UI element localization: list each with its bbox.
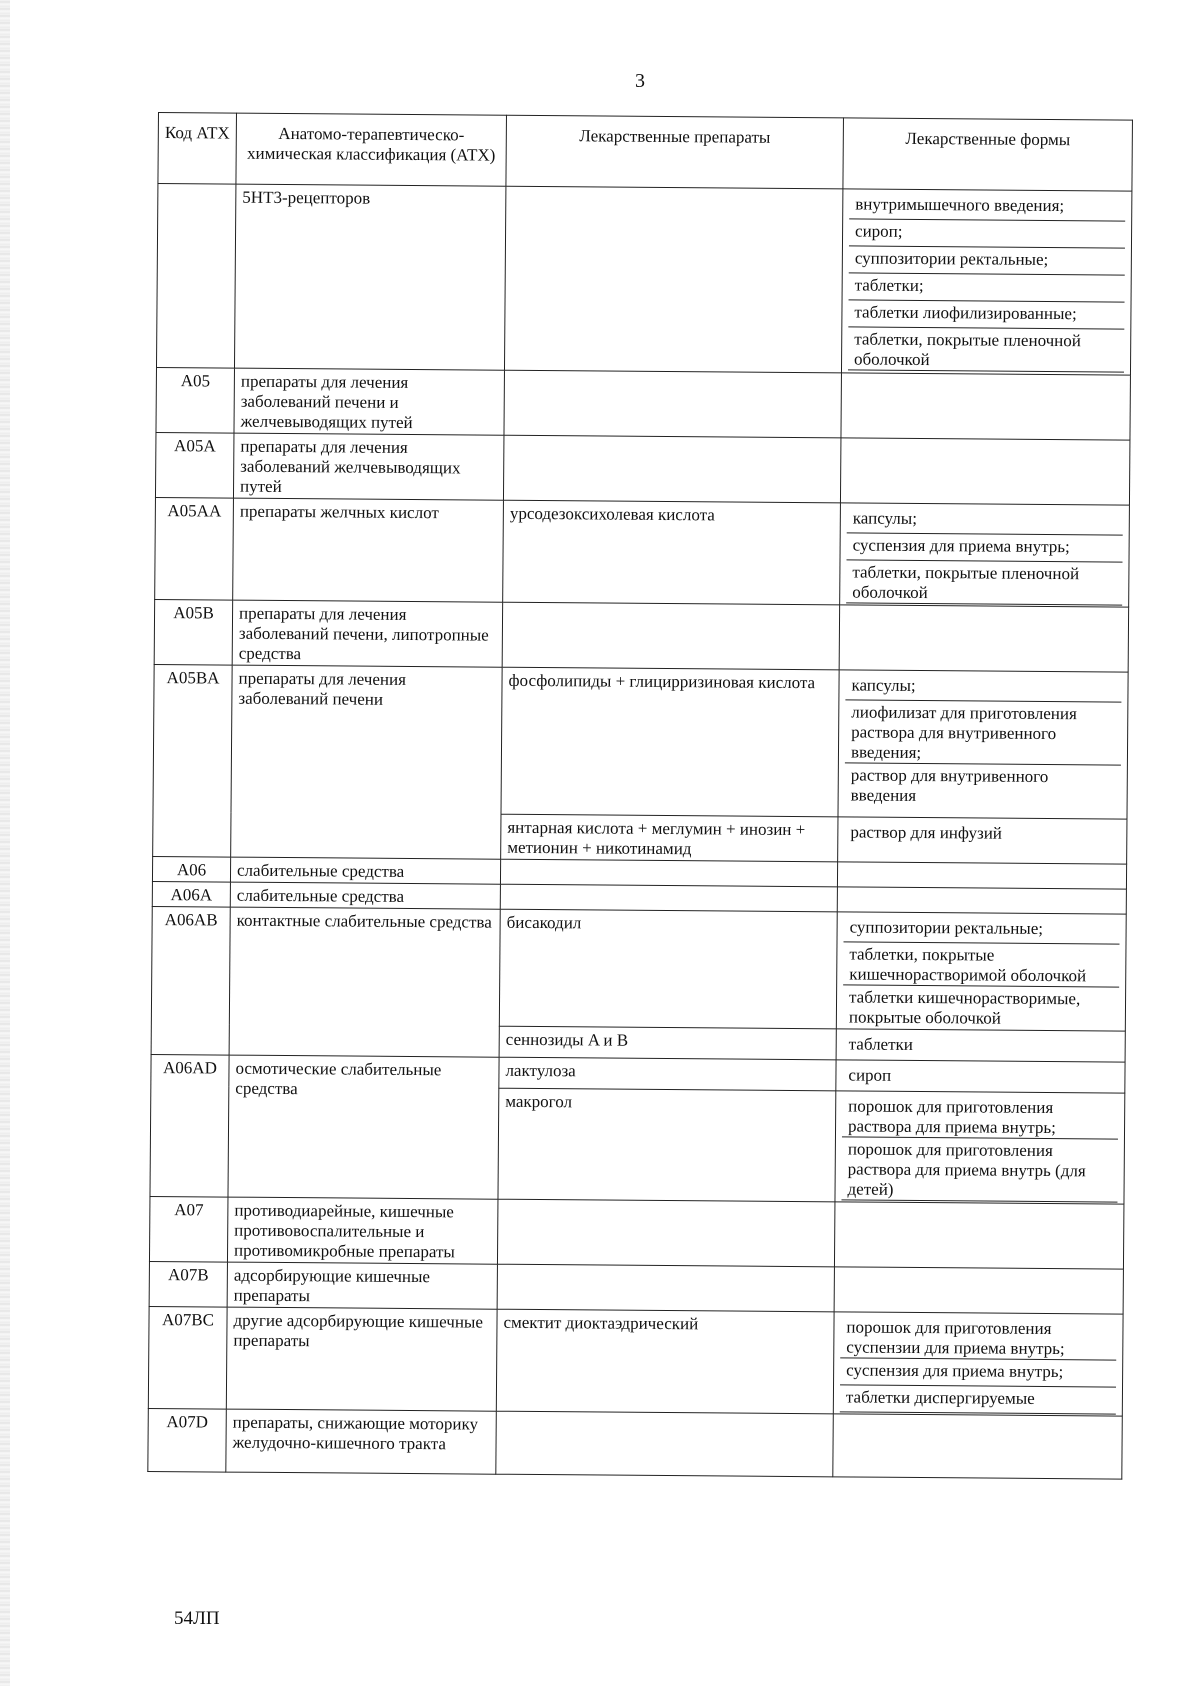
- dosage-forms: [840, 503, 1130, 607]
- atc-classification: препараты для лечения заболеваний желчевыводящих путей: [233, 433, 504, 500]
- atc-classification: препараты для лечения заболеваний печени, липотропные средства: [232, 600, 503, 667]
- atc-classification: адсорбирующие кишечные препараты: [227, 1262, 497, 1309]
- dosage-form: лиофилизат для приготовления раствора для внутривенного введения;: [845, 699, 1121, 764]
- dosage-forms: [833, 1414, 1122, 1479]
- drug-name: [500, 859, 837, 887]
- atc-code: A07B: [149, 1261, 227, 1307]
- atc-code: [156, 184, 235, 369]
- table-row: [156, 367, 1130, 440]
- drug-name: [504, 186, 842, 373]
- dosage-forms: [837, 862, 1126, 889]
- page-number: 3: [635, 70, 645, 92]
- table-row: [151, 1054, 1125, 1093]
- table-row: [149, 1196, 1123, 1269]
- table-header-row: [158, 113, 1133, 192]
- dosage-form: таблетки, покрытые пленочной оболочкой: [846, 559, 1122, 605]
- document-footer-code: 54ЛП: [174, 1608, 220, 1629]
- document-sheet: [147, 112, 1133, 1480]
- dosage-form: внутримышечного введения;: [855, 194, 1065, 216]
- dosage-forms: [836, 1060, 1125, 1093]
- dosage-form: сироп;: [849, 218, 1125, 247]
- atc-code: A05B: [154, 599, 233, 665]
- atc-code: A05BA: [153, 664, 233, 857]
- dosage-form: таблетки;: [849, 272, 1125, 301]
- dosage-form: капсулы;: [851, 675, 916, 695]
- dosage-form: таблетки лиофилизированные;: [848, 299, 1124, 328]
- dosage-forms: [841, 189, 1131, 375]
- drug-name: [497, 1199, 835, 1267]
- table-row: [149, 1261, 1123, 1314]
- table-row: [156, 184, 1131, 376]
- table-row: [153, 664, 1128, 819]
- drug-name: [503, 435, 841, 503]
- dosage-forms: [836, 1029, 1125, 1062]
- atc-code: A05: [156, 367, 235, 433]
- drug-name: лактулоза: [499, 1057, 836, 1091]
- dosage-form: порошок для приготовления суспензии для приема внутрь;: [846, 1317, 1065, 1359]
- atc-code: A07D: [148, 1408, 226, 1472]
- header-drugs: Лекарственные препараты: [506, 115, 844, 189]
- table-row: [155, 497, 1130, 607]
- dosage-forms: [837, 887, 1126, 914]
- atc-code: A07BC: [148, 1306, 227, 1409]
- drug-name: [502, 602, 840, 670]
- dosage-forms: [839, 605, 1129, 672]
- atc-classification: контактные слабительные средства: [229, 907, 500, 1057]
- atc-classification: осмотические слабительные средства: [228, 1055, 499, 1199]
- atc-code: A06: [152, 856, 230, 882]
- atc-classification: противодиарейные, кишечные противовоспалительные и противомикробные препараты: [227, 1197, 498, 1264]
- dosage-forms: [838, 817, 1127, 864]
- atc-classification: препараты для лечения заболеваний печени и желчевыводящих путей: [234, 368, 505, 435]
- dosage-forms: [833, 1312, 1123, 1416]
- drug-name: [504, 370, 842, 438]
- table-row: [151, 906, 1126, 1031]
- dosage-form: раствор для инфузий: [850, 822, 1003, 843]
- dosage-forms: [834, 1202, 1124, 1269]
- dosage-form: суспензия для приема внутрь;: [840, 1357, 1116, 1386]
- dosage-forms: [834, 1267, 1123, 1314]
- drug-name: [496, 1411, 833, 1477]
- drug-name: [497, 1264, 834, 1312]
- atc-code: A06AD: [150, 1054, 229, 1197]
- atc-classification: препараты желчных кислот: [233, 498, 504, 602]
- atc-code: A05AA: [155, 497, 234, 600]
- header-forms: Лекарственные формы: [843, 118, 1133, 191]
- atc-classification: препараты, снижающие моторику желудочно-кишечного тракта: [226, 1409, 496, 1474]
- dosage-forms: [836, 912, 1126, 1031]
- atc-code: A06A: [152, 881, 230, 907]
- dosage-form: сироп: [848, 1065, 892, 1085]
- table-row: [155, 432, 1129, 505]
- atc-classification: препараты для лечения заболеваний печени: [231, 665, 502, 859]
- atc-classification: слабительные средства: [230, 882, 500, 909]
- header-code: Код АТХ: [158, 113, 237, 185]
- atc-classification: другие адсорбирующие кишечные препараты: [226, 1307, 497, 1411]
- dosage-form: раствор для внутривенного введения: [845, 762, 1121, 807]
- dosage-form: таблетки, покрытые пленочной оболочкой: [848, 326, 1124, 372]
- atc-code: A05A: [155, 432, 234, 498]
- dosage-forms: [835, 1091, 1125, 1204]
- dosage-forms: [838, 670, 1128, 819]
- dosage-forms: [840, 438, 1130, 505]
- drug-name: фосфолипиды + глицирризиновая кислота: [501, 667, 839, 817]
- dosage-form: таблетки кишечнорастворимые, покрытые оболочкой: [843, 984, 1119, 1029]
- atc-classification: 5HT3-рецепторов: [234, 184, 505, 370]
- dosage-form: таблетки диспергируемые: [840, 1384, 1116, 1414]
- dosage-form: суппозитории ректальные;: [849, 917, 1044, 938]
- table-row: [148, 1306, 1123, 1416]
- atc-table: [147, 112, 1133, 1480]
- table-row: [154, 599, 1128, 672]
- dosage-form: порошок для приготовления раствора для приема внутрь;: [847, 1096, 1056, 1138]
- drug-name: смектит диоктаэдрический: [496, 1309, 834, 1414]
- drug-name: урсодезоксихолевая кислота: [503, 500, 841, 605]
- drug-name: [500, 884, 837, 912]
- drug-name: янтарная кислота + меглумин + инозин + метионин + никотинамид: [501, 814, 838, 862]
- dosage-form: суппозитории ректальные;: [849, 245, 1125, 274]
- dosage-form: порошок для приготовления раствора для приема внутрь (для детей): [841, 1136, 1117, 1202]
- dosage-form: суспензия для приема внутрь;: [847, 532, 1123, 561]
- drug-name: сеннозиды A и B: [499, 1026, 836, 1060]
- drug-name: бисакодил: [499, 909, 837, 1029]
- atc-classification: слабительные средства: [230, 857, 500, 884]
- scan-edge: [0, 0, 10, 1686]
- atc-code: A06AB: [151, 906, 230, 1055]
- dosage-form: таблетки: [848, 1034, 914, 1054]
- dosage-form: таблетки, покрытые кишечнорастворимой оболочкой: [843, 941, 1119, 986]
- drug-name: макрогол: [498, 1088, 836, 1202]
- dosage-form: капсулы;: [852, 508, 918, 528]
- atc-code: A07: [149, 1196, 228, 1262]
- header-atc: Анатомо-терапевтическо-химическая классификация (АТХ): [236, 113, 507, 186]
- dosage-forms: [841, 373, 1131, 440]
- table-row: [148, 1408, 1122, 1479]
